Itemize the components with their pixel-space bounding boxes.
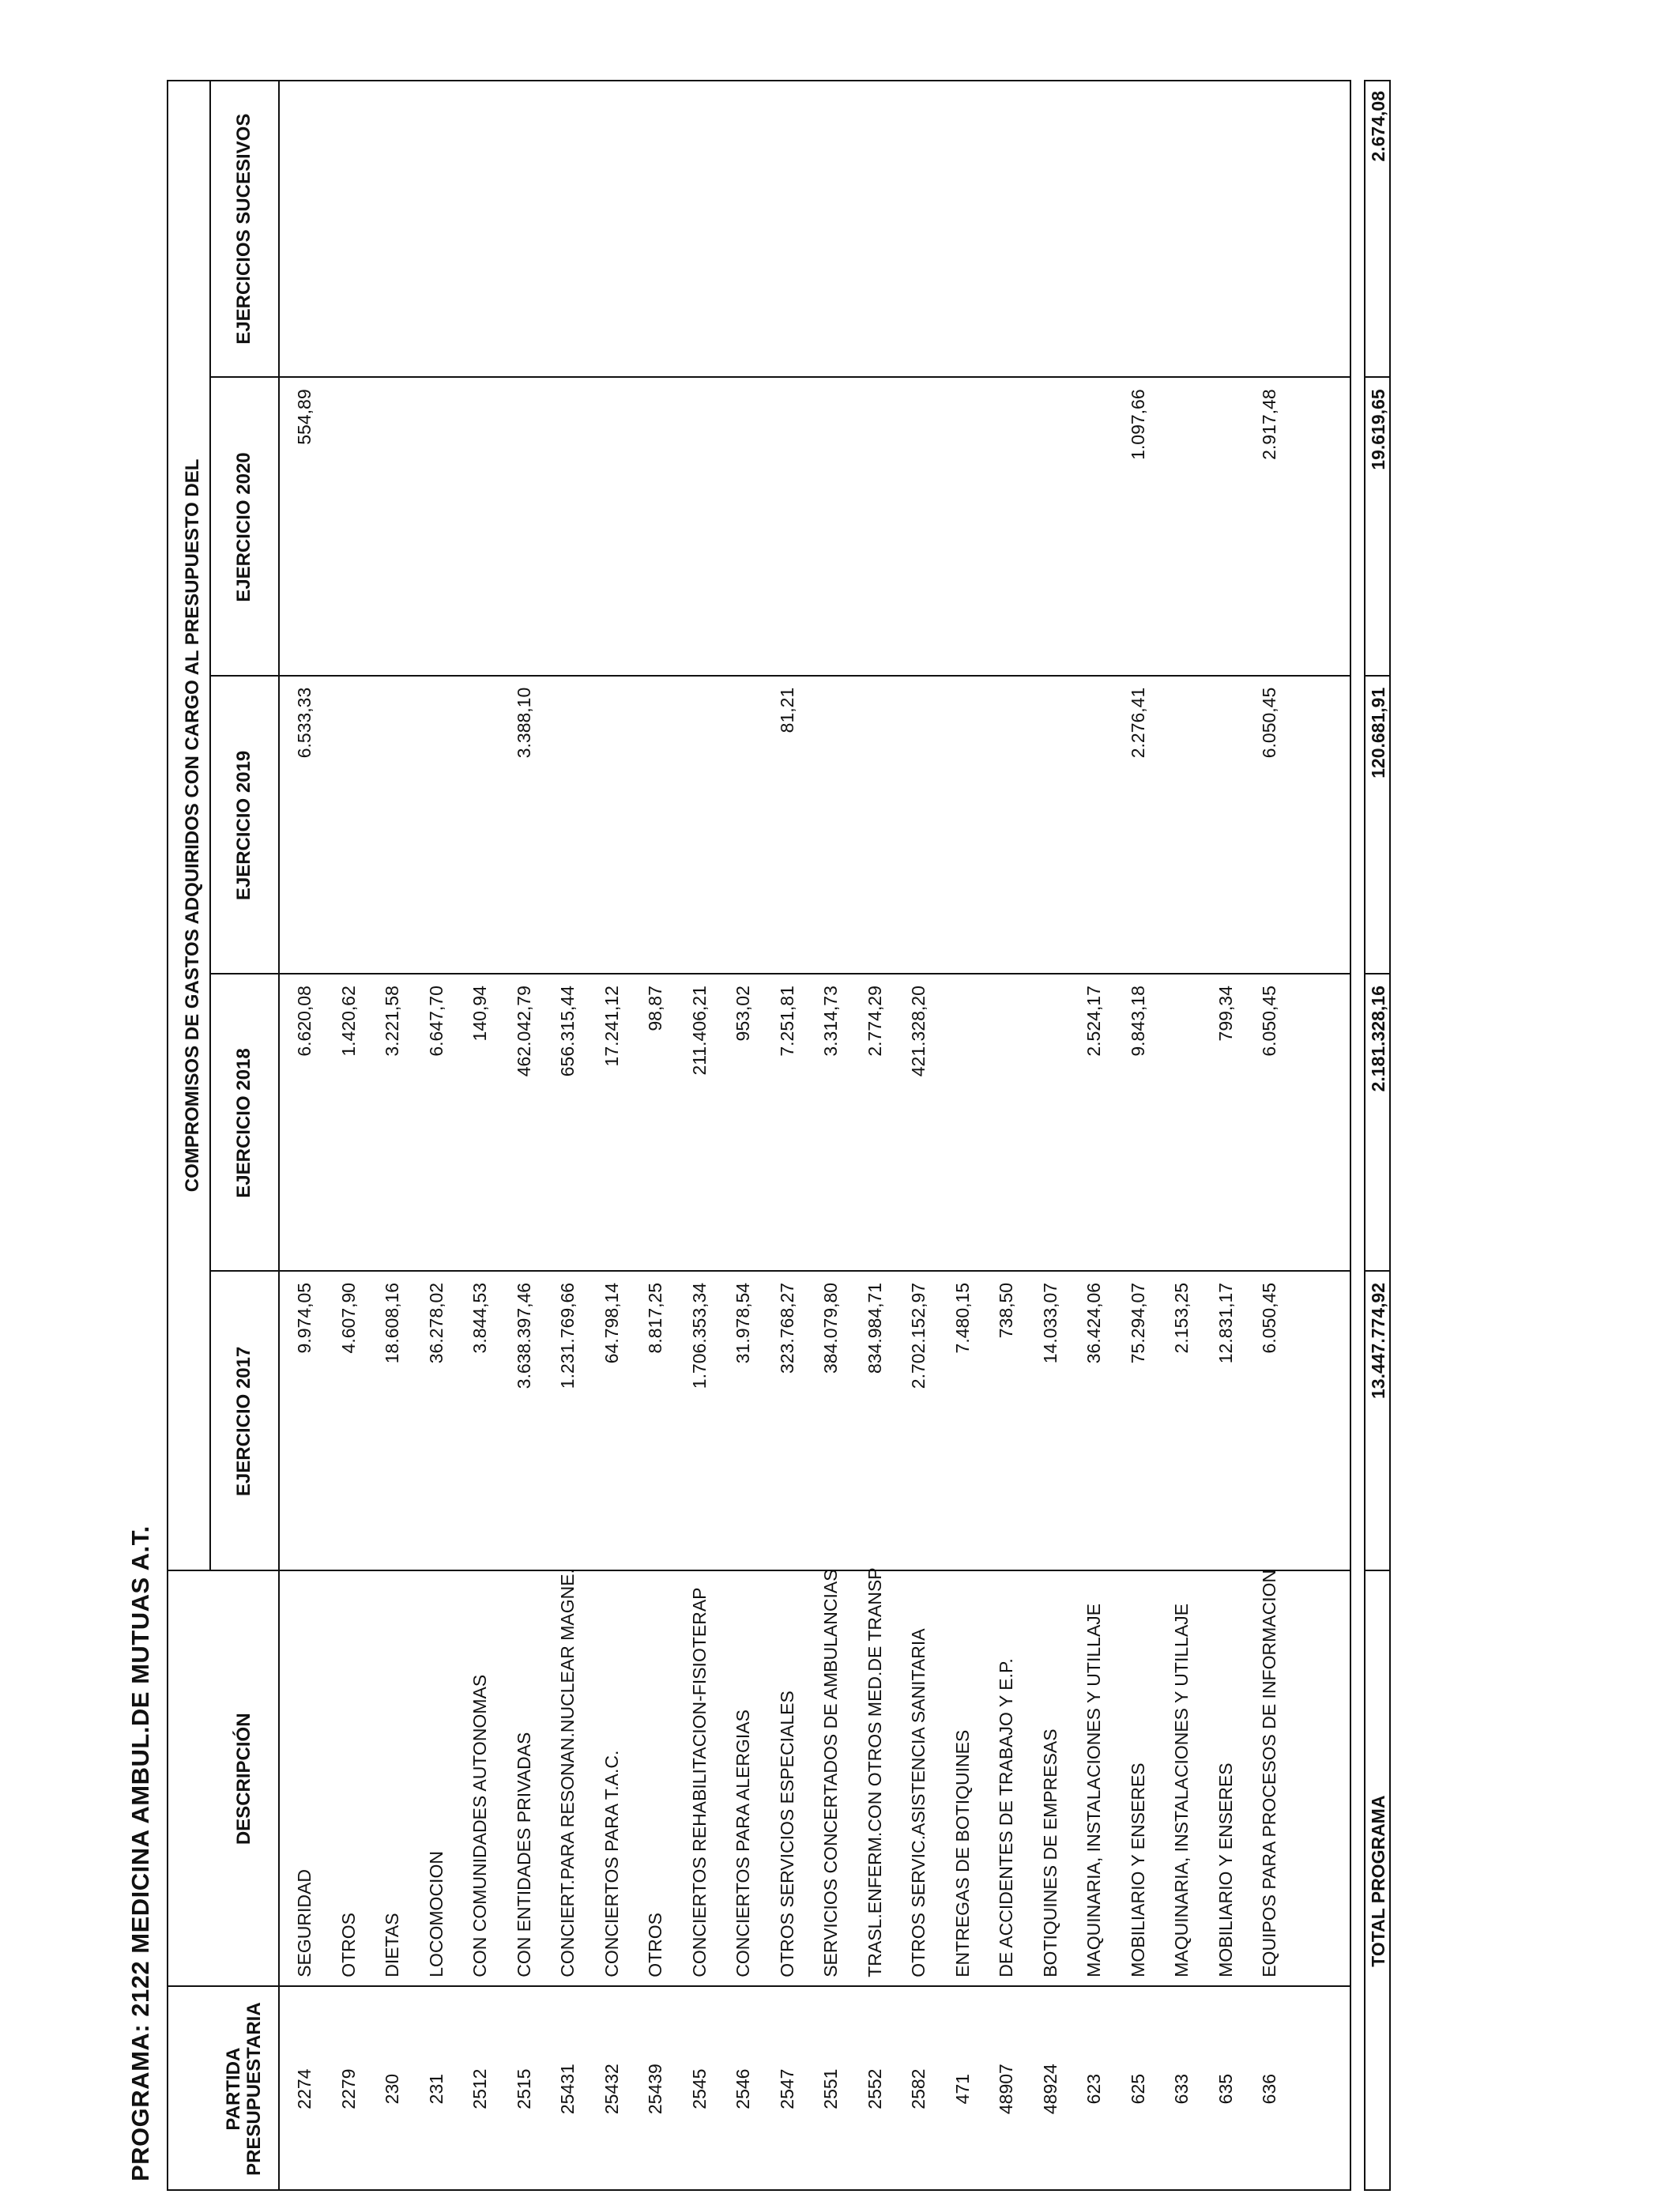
value-2018: 2.524,17	[1083, 986, 1104, 1057]
partida-code: 2551	[820, 2068, 841, 2109]
value-2019: 6.533,33	[294, 687, 315, 759]
total-label: TOTAL PROGRAMA	[1368, 1795, 1388, 1967]
value-2019: 81,21	[776, 687, 797, 733]
descripcion: CONCIERTOS PARA T.A.C.	[601, 1750, 622, 1977]
header-ejercicio-2020: EJERCICIO 2020	[233, 452, 254, 602]
total-2019: 120.681,91	[1368, 687, 1388, 778]
descripcion: MOBILIARIO Y ENSERES	[1215, 1762, 1236, 1977]
value-2018: 3.314,73	[820, 986, 841, 1057]
partida-code: 2274	[294, 2068, 315, 2109]
header-descripcion: DESCRIPCIÓN	[233, 1713, 254, 1845]
partida-code: 2545	[688, 2068, 710, 2109]
partida-code: 25432	[601, 2064, 622, 2115]
value-2019: 6.050,45	[1259, 687, 1279, 759]
total-divider	[1364, 973, 1391, 974]
descripcion: LOCOMOCION	[425, 1851, 446, 1977]
partida-code: 623	[1083, 2073, 1104, 2105]
partida-code: 2546	[733, 2068, 753, 2109]
value-2018: 656.315,44	[557, 986, 578, 1077]
partida-code: 2515	[513, 2068, 534, 2109]
descripcion: OTROS SERVIC.ASISTENCIA SANITARIA	[908, 1628, 929, 1977]
value-2017: 1.706.353,34	[688, 1282, 710, 1389]
page-title: PROGRAMA: 2122 MEDICINA AMBUL.DE MUTUAS A.T.	[126, 1525, 154, 2181]
value-2017: 834.984,71	[864, 1282, 885, 1374]
partida-code: 25431	[557, 2064, 578, 2115]
descripcion: SERVICIOS CONCERTADOS DE AMBULANCIAS	[820, 1569, 841, 1977]
value-2017: 64.798,14	[601, 1282, 622, 1364]
value-2018: 6.050,45	[1259, 986, 1279, 1057]
value-2017: 36.278,02	[425, 1282, 446, 1364]
value-2018: 9.843,18	[1127, 986, 1148, 1057]
value-2018: 211.406,21	[688, 986, 710, 1076]
total-2018: 2.181.328,16	[1368, 986, 1388, 1092]
total-2017: 13.447.774,92	[1368, 1282, 1388, 1399]
value-2017: 323.768,27	[776, 1282, 797, 1374]
total-sucesivos: 2.674,08	[1368, 91, 1388, 162]
partida-code: 2512	[469, 2068, 490, 2109]
descripcion: MAQUINARIA, INSTALACIONES Y UTILLAJE	[1171, 1603, 1192, 1977]
value-2018: 6.647,70	[425, 986, 446, 1057]
column-divider	[209, 376, 1351, 378]
total-2020: 19.619,65	[1368, 389, 1388, 470]
descripcion: OTROS SERVICIOS ESPECIALES	[776, 1691, 797, 1977]
value-2018: 140,94	[469, 986, 490, 1042]
value-2017: 2.702.152,97	[908, 1282, 929, 1389]
descripcion: OTROS	[645, 1913, 665, 1977]
header-ejercicio-2018: EJERCICIO 2018	[233, 1048, 254, 1198]
partida-code: 635	[1215, 2073, 1236, 2105]
value-2018: 7.251,81	[776, 986, 797, 1057]
value-2017: 7.480,15	[951, 1282, 973, 1354]
value-2017: 75.294,07	[1127, 1282, 1148, 1364]
partida-code: 2552	[864, 2068, 885, 2109]
total-divider	[1364, 1570, 1391, 1571]
value-2018: 2.774,29	[864, 986, 885, 1057]
descripcion: DE ACCIDENTES DE TRABAJO Y E.P.	[996, 1658, 1016, 1977]
value-2018: 3.221,58	[382, 986, 402, 1057]
value-2020: 2.917,48	[1259, 389, 1279, 460]
value-2017: 3.844,53	[469, 1282, 490, 1354]
value-2017: 9.974,05	[294, 1282, 315, 1354]
partida-code: 471	[951, 2073, 973, 2105]
value-2017: 2.153,25	[1171, 1282, 1192, 1354]
value-2017: 738,50	[996, 1282, 1016, 1339]
partida-code: 2279	[337, 2068, 359, 2109]
value-2018: 799,34	[1215, 986, 1236, 1042]
descripcion: CONCIERT.PARA RESONAN.NUCLEAR MAGNE.	[557, 1569, 578, 1977]
value-2018: 462.042,79	[513, 986, 534, 1077]
value-2018: 17.241,12	[601, 986, 622, 1067]
descripcion: ENTREGAS DE BOTIQUINES	[951, 1729, 973, 1977]
column-divider	[209, 675, 1351, 677]
value-2018: 98,87	[645, 986, 665, 1031]
descripcion: CON ENTIDADES PRIVADAS	[513, 1732, 534, 1977]
descripcion: MAQUINARIA, INSTALACIONES Y UTILLAJE	[1083, 1603, 1104, 1977]
descripcion: CONCIERTOS REHABILITACION-FISIOTERAP	[688, 1587, 710, 1977]
header-partida-sub: PRESUPUESTARIA	[243, 2002, 265, 2176]
descripcion: EQUIPOS PARA PROCESOS DE INFORMACION	[1259, 1569, 1279, 1977]
value-2017: 12.831,17	[1215, 1282, 1236, 1364]
value-2017: 36.424,06	[1083, 1282, 1104, 1364]
descripcion: CON COMUNIDADES AUTONOMAS	[469, 1674, 490, 1977]
descripcion: MOBILIARIO Y ENSERES	[1127, 1762, 1148, 1977]
partida-code: 230	[382, 2073, 402, 2105]
value-2017: 18.608,16	[382, 1282, 402, 1364]
value-2017: 3.638.397,46	[513, 1282, 534, 1389]
value-2018: 421.328,20	[908, 986, 929, 1077]
value-2017: 384.079,80	[820, 1282, 841, 1374]
value-2020: 554,89	[294, 389, 315, 445]
header-partida: PARTIDA	[223, 2047, 244, 2131]
descripcion: TRASL.ENFERM.CON OTROS MED.DE TRANSP	[864, 1567, 885, 1977]
descripcion: DIETAS	[382, 1913, 402, 1977]
descripcion: BOTIQUINES DE EMPRESAS	[1039, 1728, 1060, 1977]
total-divider	[1364, 1270, 1391, 1272]
descripcion: OTROS	[337, 1913, 359, 1977]
value-2020: 1.097,66	[1127, 389, 1148, 460]
value-2018: 6.620,08	[294, 986, 315, 1057]
partida-code: 2582	[908, 2068, 929, 2109]
descripcion: CONCIERTOS PARA ALERGIAS	[733, 1710, 753, 1977]
value-2017: 8.817,25	[645, 1282, 665, 1354]
descripcion: SEGURIDAD	[294, 1869, 315, 1977]
value-2018: 1.420,62	[337, 986, 359, 1057]
header-ejercicio-2019: EJERCICIO 2019	[233, 750, 254, 901]
header-ejercicios-sucesivos: EJERCICIOS SUCESIVOS	[233, 113, 254, 345]
value-2017: 6.050,45	[1259, 1282, 1279, 1354]
value-2017: 1.231.769,66	[557, 1282, 578, 1389]
value-2019: 3.388,10	[513, 687, 534, 759]
value-2017: 14.033,07	[1039, 1282, 1060, 1364]
total-divider	[1364, 675, 1391, 677]
partida-code: 625	[1127, 2073, 1148, 2105]
header-ejercicio-2017: EJERCICIO 2017	[233, 1346, 254, 1497]
partida-code: 2547	[776, 2068, 797, 2109]
value-2019: 2.276,41	[1127, 687, 1148, 759]
partida-code: 48924	[1039, 2064, 1060, 2115]
value-2017: 4.607,90	[337, 1282, 359, 1354]
value-2018: 953,02	[733, 986, 753, 1042]
header-compromisos: COMPROMISOS DE GASTOS ADQUIRIDOS CON CARGO AL PRESUPUESTO DEL	[182, 458, 203, 1193]
value-2017: 31.978,54	[733, 1282, 753, 1364]
partida-code: 633	[1171, 2073, 1192, 2105]
total-divider	[1364, 376, 1391, 378]
partida-code: 25439	[645, 2064, 665, 2115]
header-group-divider	[209, 80, 211, 1571]
partida-code: 636	[1259, 2073, 1279, 2105]
partida-code: 48907	[996, 2064, 1016, 2115]
header-divider	[278, 80, 280, 2191]
partida-code: 231	[425, 2073, 446, 2105]
